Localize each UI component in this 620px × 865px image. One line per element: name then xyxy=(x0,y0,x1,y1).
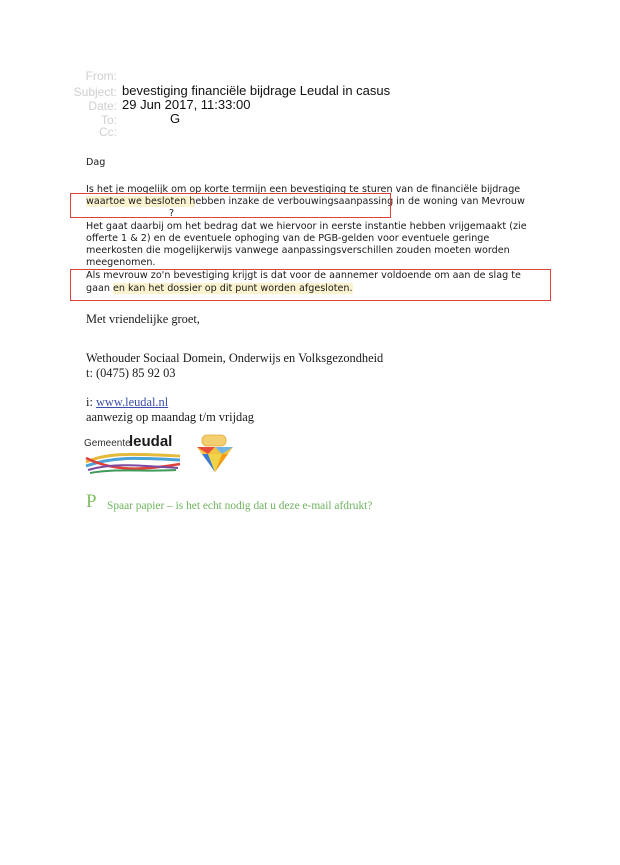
from-label: From: xyxy=(85,69,117,83)
subject-label: Subject: xyxy=(73,85,117,99)
highlighted-text: en kan het dossier op dit punt worden afgesloten. xyxy=(112,283,353,294)
paragraph-2-line-1: Het gaat daarbij om het bedrag dat we hiervoor in eerste instantie hebben vrijgemaakt (zie xyxy=(86,221,527,232)
greeting: Dag xyxy=(86,157,106,168)
gem-emblem-icon xyxy=(190,432,240,476)
logo-name: leudal xyxy=(129,433,173,450)
date-label: Date: xyxy=(88,99,117,113)
paragraph-2-line-2: offerte 1 & 2) en de eventuele ophoging van de PGB-gelden voor eventuele geringe xyxy=(86,233,490,244)
paragraph-1-line-2-rest: ebben inzake de verbouwingsaanpassing in de woning van Mevrouw xyxy=(195,196,525,207)
website-link[interactable]: www.leudal.nl xyxy=(95,395,169,409)
annotation-box xyxy=(70,269,551,301)
to-value: G xyxy=(170,111,181,126)
signature-web xyxy=(86,395,168,410)
paragraph-2-line-4: meegenomen. xyxy=(86,257,156,268)
paragraph-2-line-3: meerkosten die mogelijkerwijs vanwege aanpassingsverschillen zouden moeten worden xyxy=(86,245,510,256)
paragraph-3-line-2-start: gaan xyxy=(86,283,113,294)
signature-availability: aanwezig op maandag t/m vrijdag xyxy=(86,410,254,424)
paragraph-1-line-3: ? xyxy=(169,208,175,219)
annotation-box xyxy=(70,193,391,218)
date-value: 29 Jun 2017, 11:33:00 xyxy=(122,97,251,112)
anniversary-logo xyxy=(190,432,240,476)
to-label: To: xyxy=(100,113,117,127)
cc-label: Cc: xyxy=(99,125,117,139)
paragraph-1-line-1: Is het je mogelijk om op korte termijn een bevestiging te sturen van de financiële bijdrage xyxy=(86,184,521,195)
logo-swoosh-icon xyxy=(84,450,184,476)
eco-leaf-icon: P xyxy=(86,491,97,512)
logo-prefix: Gemeente xyxy=(84,438,131,449)
signature-web-prefix: i: xyxy=(86,395,96,409)
paragraph-3-line-1: Als mevrouw zo'n bevestiging krijgt is dat voor de aannemer voldoende om aan de slag te xyxy=(86,270,521,281)
subject-value: bevestiging financiële bijdrage Leudal in casus xyxy=(122,83,391,98)
signature-phone: t: (0475) 85 92 03 xyxy=(86,366,176,380)
gemeente-leudal-logo xyxy=(84,432,184,477)
highlighted-text: waartoe we besloten h xyxy=(86,196,196,207)
signature-role: Wethouder Sociaal Domein, Onderwijs en Volksgezondheid xyxy=(86,351,384,365)
closing: Met vriendelijke groet, xyxy=(86,312,200,326)
eco-message: Spaar papier – is het echt nodig dat u deze e-mail afdrukt? xyxy=(107,500,373,512)
